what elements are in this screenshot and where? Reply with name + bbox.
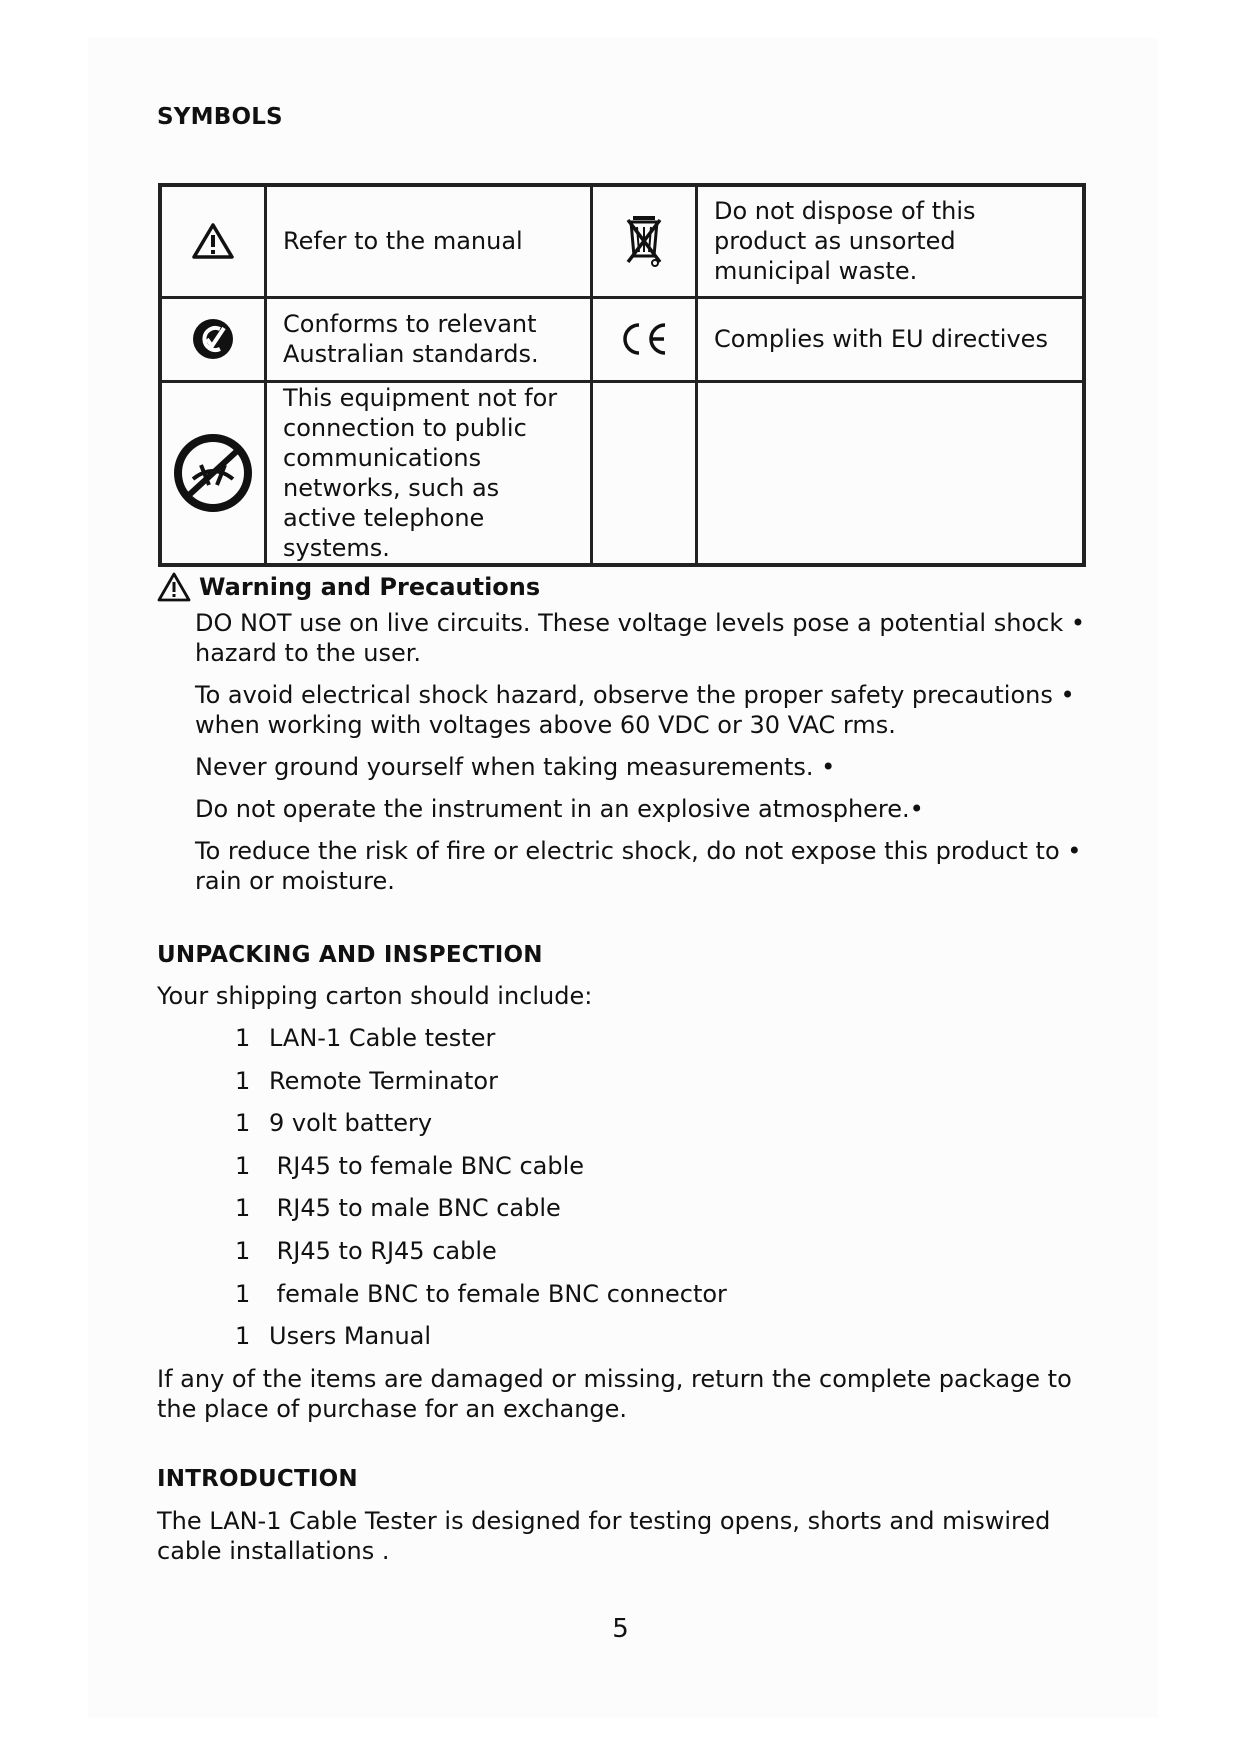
warning-item: Never ground yourself when taking measurements. • — [195, 753, 836, 781]
warning-item: To reduce the risk of fire or electric shock, do not expose this product to • rain or moisture. — [195, 837, 1082, 895]
warning-icon — [157, 572, 191, 602]
list-item — [235, 1194, 727, 1237]
list-item — [235, 1322, 727, 1365]
empty-icon-cell — [592, 381, 697, 565]
symbols-row — [160, 297, 1084, 381]
empty-description-cell — [697, 381, 1085, 565]
item-quantity: 1 — [235, 1151, 251, 1180]
item-label: 9 volt battery — [269, 1109, 433, 1138]
item-quantity: 1 — [235, 1066, 251, 1095]
warnings-heading-text: Warning and Precautions — [199, 573, 541, 601]
list-item — [235, 1109, 727, 1152]
item-label: Remote Terminator — [269, 1066, 498, 1095]
c-tick-icon — [160, 297, 266, 381]
item-quantity: 1 — [235, 1024, 251, 1052]
warning-triangle-icon — [160, 185, 266, 297]
item-label: RJ45 to male BNC cable — [269, 1194, 561, 1223]
item-label: LAN-1 Cable tester — [269, 1024, 496, 1052]
ce-mark-icon — [592, 297, 697, 381]
symbol-description: Do not dispose of this product as unsorted municipal waste. — [697, 185, 1085, 297]
item-quantity: 1 — [235, 1322, 251, 1351]
no-telephone-network-icon — [160, 381, 266, 565]
warning-item: To avoid electrical shock hazard, observe the proper safety precautions • when working with voltages above 60 VDC or 30 VAC rms. — [195, 681, 1075, 739]
item-quantity: 1 — [235, 1109, 251, 1138]
introduction-heading: INTRODUCTION — [157, 1466, 358, 1492]
symbols-heading: SYMBOLS — [157, 104, 283, 130]
crossed-out-wheelie-bin-icon — [592, 185, 697, 297]
symbol-description: This equipment not for connection to public communications networks, such as active telephone systems. — [266, 381, 592, 565]
symbols-row — [160, 381, 1084, 565]
symbols-table — [158, 183, 1086, 567]
item-label: Users Manual — [269, 1322, 432, 1351]
list-item — [235, 1152, 727, 1195]
list-item — [235, 1237, 727, 1280]
symbol-description: Complies with EU directives — [697, 297, 1085, 381]
item-quantity: 1 — [235, 1279, 251, 1308]
item-label: RJ45 to RJ45 cable — [269, 1236, 497, 1265]
warning-item: Do not operate the instrument in an explosive atmosphere.• — [195, 795, 924, 823]
symbol-description: Refer to the manual — [266, 185, 592, 297]
item-label: RJ45 to female BNC cable — [269, 1151, 585, 1180]
introduction-text: The LAN-1 Cable Tester is designed for testing opens, shorts and miswired cable installations . — [157, 1507, 1051, 1565]
list-item — [235, 1024, 727, 1067]
list-item — [235, 1280, 727, 1323]
warning-item: DO NOT use on live circuits. These voltage levels pose a potential shock • hazard to the user. — [195, 609, 1086, 667]
item-quantity: 1 — [235, 1194, 251, 1223]
symbols-row — [160, 185, 1084, 297]
item-quantity: 1 — [235, 1236, 251, 1265]
list-item — [235, 1067, 727, 1110]
unpacking-heading: UNPACKING AND INSPECTION — [157, 942, 543, 968]
unpacking-closing-note: If any of the items are damaged or missing, return the complete package to the place of purchase for an exchange. — [157, 1365, 1072, 1423]
unpacking-intro: Your shipping carton should include: — [157, 982, 593, 1010]
page-number: 5 — [612, 1614, 629, 1644]
item-label: female BNC to female BNC connector — [269, 1279, 727, 1308]
symbol-description: Conforms to relevant Australian standards. — [266, 297, 592, 381]
package-contents-list — [235, 1024, 727, 1365]
warnings-list — [195, 608, 1095, 908]
warnings-heading — [157, 572, 540, 602]
